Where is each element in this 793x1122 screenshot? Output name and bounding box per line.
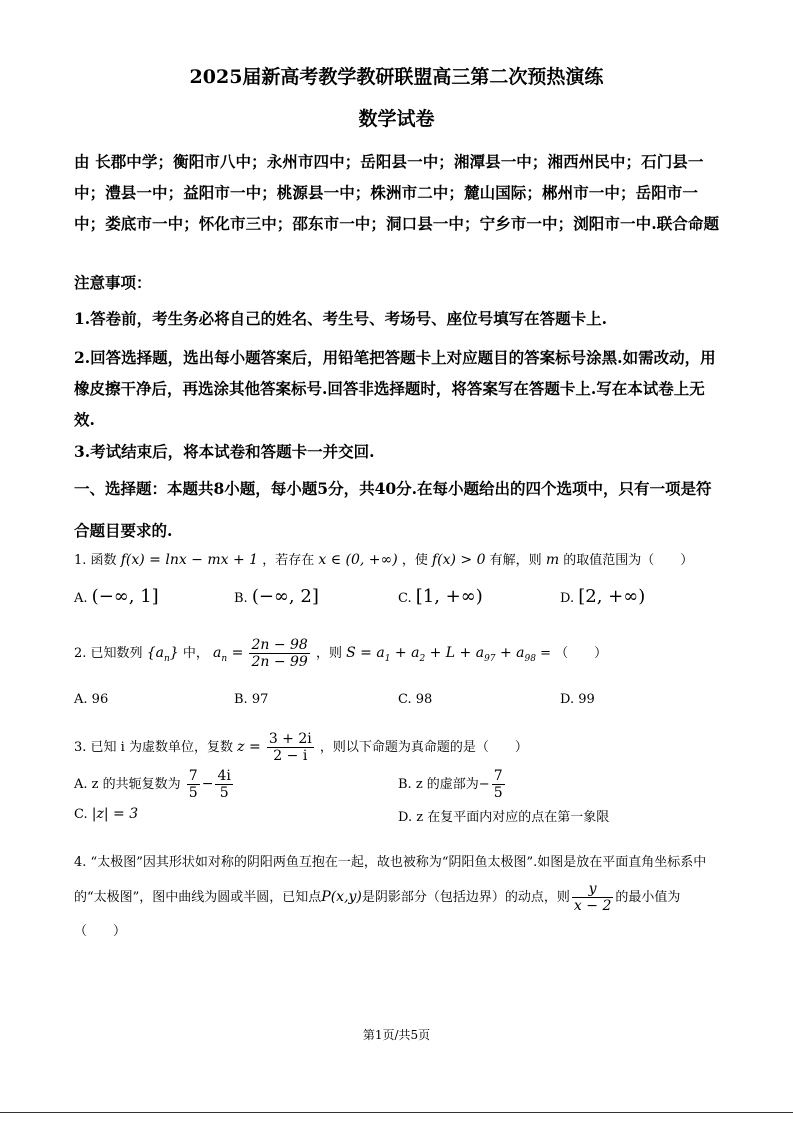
fraction xyxy=(492,768,505,801)
question-text: “太极图”因其形状如对称的阴阳两鱼互抱在一起，故也被称为“阴阳鱼太极图”.如图是放在平面直角坐标系中的“太极图”，图中曲线为圆或半圆，已知点 xyxy=(74,855,707,905)
option-text: z 的虚部为− xyxy=(415,777,490,792)
question-text: 的取值范围为（ ） xyxy=(563,553,694,568)
option-value: [1, +∞) xyxy=(415,586,483,607)
formula-part: = xyxy=(231,645,244,661)
page-footer: 第1页/共5页 xyxy=(362,1028,431,1042)
page-divider xyxy=(0,1112,793,1113)
formula-part: {a xyxy=(146,645,164,661)
notice-item-3: 3.考试结束后，将本试卷和答题卡一并交回. xyxy=(74,442,375,461)
schools-paragraph: 由 长郡中学；衡阳市八中；永州市四中；岳阳县一中；湘潭县一中；湘西州民中；石门县一中；澧县一中；益阳市一中；桃源县一中；株洲市二中；麓山国际；郴州市一中；岳阳市一中；娄底市一中；怀化市三中；邵东市一中；洞口县一中；宁乡市一中；浏阳市一中.联合命题 xyxy=(74,152,720,233)
numerator: y xyxy=(572,881,613,898)
notice-item-2: 2.回答选择题，选出每小题答案后，用铅笔把答题卡上对应题目的答案标号涂黑.如需改动，用橡皮擦干净后，再选涂其他答案标号.回答非选择题时，将答案写在答题卡上.写在本试卷上无效. xyxy=(74,348,716,429)
exam-subtitle: 数学试卷 xyxy=(358,108,435,130)
denominator: 5 xyxy=(493,785,503,801)
option-label: A. xyxy=(74,692,88,707)
question-number: 1. xyxy=(74,553,87,568)
formula: P(x,y) xyxy=(321,889,362,905)
question-text: 中， xyxy=(182,646,209,661)
q1-option-c xyxy=(398,586,483,607)
subscript: 1 xyxy=(384,654,391,664)
question-text: 已知 i 为虚数单位，复数 xyxy=(90,740,233,755)
question-2 xyxy=(74,637,607,670)
formula-part: + a xyxy=(495,645,525,661)
fraction xyxy=(572,881,613,914)
option-label: C. xyxy=(74,807,88,822)
q3-option-c xyxy=(74,806,138,822)
q2-option-c xyxy=(398,692,432,707)
formula: f(x) > 0 xyxy=(431,552,486,568)
numerator: 7 xyxy=(493,768,503,784)
denominator: 2n − 99 xyxy=(251,654,308,670)
formula-part: } xyxy=(169,645,179,661)
question-text: 已知数列 xyxy=(90,646,143,661)
question-number: 2. xyxy=(74,646,87,661)
formula-part: − xyxy=(201,776,214,792)
option-value: (−∞, 2] xyxy=(251,586,319,607)
option-label: D. xyxy=(560,692,575,707)
subscript: n xyxy=(163,654,170,664)
option-text: z 在复平面内对应的点在第一象限 xyxy=(416,810,610,825)
exam-title: 2025届新高考教学教研联盟高三第二次预热演练 xyxy=(189,66,604,88)
variable: m xyxy=(545,552,560,568)
formula xyxy=(146,645,179,664)
fraction xyxy=(249,637,309,670)
question-3 xyxy=(74,731,528,764)
denominator: 5 xyxy=(219,785,229,801)
fraction xyxy=(267,731,314,764)
option-text: z 的共轭复数为 xyxy=(91,777,181,792)
q2-option-a xyxy=(74,692,108,707)
option-label: C. xyxy=(398,692,412,707)
question-number: 3. xyxy=(74,740,87,755)
formula-part: a xyxy=(212,645,222,661)
formula: x ∈ (0, +∞) xyxy=(318,552,398,568)
option-label: B. xyxy=(398,777,412,792)
q3-option-a xyxy=(74,768,235,801)
formula-part: S = a xyxy=(346,645,385,661)
numerator: 4i xyxy=(217,768,231,784)
q3-option-b xyxy=(398,768,507,801)
formula: z = xyxy=(237,739,261,755)
numerator: 7 xyxy=(188,768,198,784)
subscript: 2 xyxy=(419,654,426,664)
option-value: |z| = 3 xyxy=(91,806,139,822)
formula-part: + L + a xyxy=(425,645,485,661)
q1-option-b xyxy=(234,586,319,607)
formula: f(x) = lnx − mx + 1 xyxy=(120,552,259,568)
option-value: (−∞, 1] xyxy=(91,586,159,607)
option-label: B. xyxy=(234,591,248,606)
option-value: 97 xyxy=(251,692,269,707)
numerator: 2n − 98 xyxy=(251,637,308,653)
denominator: 2 − i xyxy=(273,748,308,764)
question-text: = （ ） xyxy=(540,646,608,661)
option-value: 98 xyxy=(415,692,433,707)
section-heading: 一、选择题：本题共8小题，每小题5分，共40分.在每小题给出的四个选项中，只有一项是符合题目要求的. xyxy=(74,479,712,540)
question-text: 有解，则 xyxy=(489,553,542,568)
q2-option-d xyxy=(560,692,595,707)
subscript: 97 xyxy=(484,654,496,664)
formula-part: + a xyxy=(390,645,420,661)
question-text: ，若存在 xyxy=(262,553,315,568)
question-1 xyxy=(74,549,693,568)
question-text: 函数 xyxy=(90,553,117,568)
q2-option-b xyxy=(234,692,268,707)
notice-heading: 注意事项： xyxy=(74,273,152,292)
option-value: 96 xyxy=(91,692,109,707)
option-value: 99 xyxy=(578,692,595,707)
denominator: x − 2 xyxy=(573,898,612,914)
q1-option-d xyxy=(560,586,645,607)
question-text: ，则以下命题为真命题的是（ ） xyxy=(319,740,528,755)
formula xyxy=(212,645,244,664)
option-label: D. xyxy=(560,591,575,606)
option-value: [2, +∞) xyxy=(578,586,646,607)
fraction xyxy=(215,768,232,801)
option-label: A. xyxy=(74,777,88,792)
formula xyxy=(346,645,536,664)
q1-option-a xyxy=(74,586,159,607)
subscript: n xyxy=(221,654,228,664)
numerator: 3 + 2i xyxy=(268,731,312,747)
question-text: 的最小值为（ ） xyxy=(74,890,681,939)
question-4 xyxy=(74,846,724,949)
fraction xyxy=(187,768,200,801)
denominator: 5 xyxy=(188,785,198,801)
option-label: D. xyxy=(398,810,413,825)
subscript: 98 xyxy=(524,654,536,664)
question-number: 4. xyxy=(74,855,87,870)
question-text: 是阴影部分（包括边界）的动点，则 xyxy=(361,890,570,905)
notice-item-1: 1.答卷前，考生务必将自己的姓名、考生号、考场号、座位号填写在答题卡上. xyxy=(74,309,608,328)
option-label: A. xyxy=(74,591,88,606)
option-label: B. xyxy=(234,692,248,707)
option-label: C. xyxy=(398,591,412,606)
question-text: ，则 xyxy=(315,646,342,661)
question-text: ，使 xyxy=(401,553,428,568)
q3-option-d xyxy=(398,806,609,825)
